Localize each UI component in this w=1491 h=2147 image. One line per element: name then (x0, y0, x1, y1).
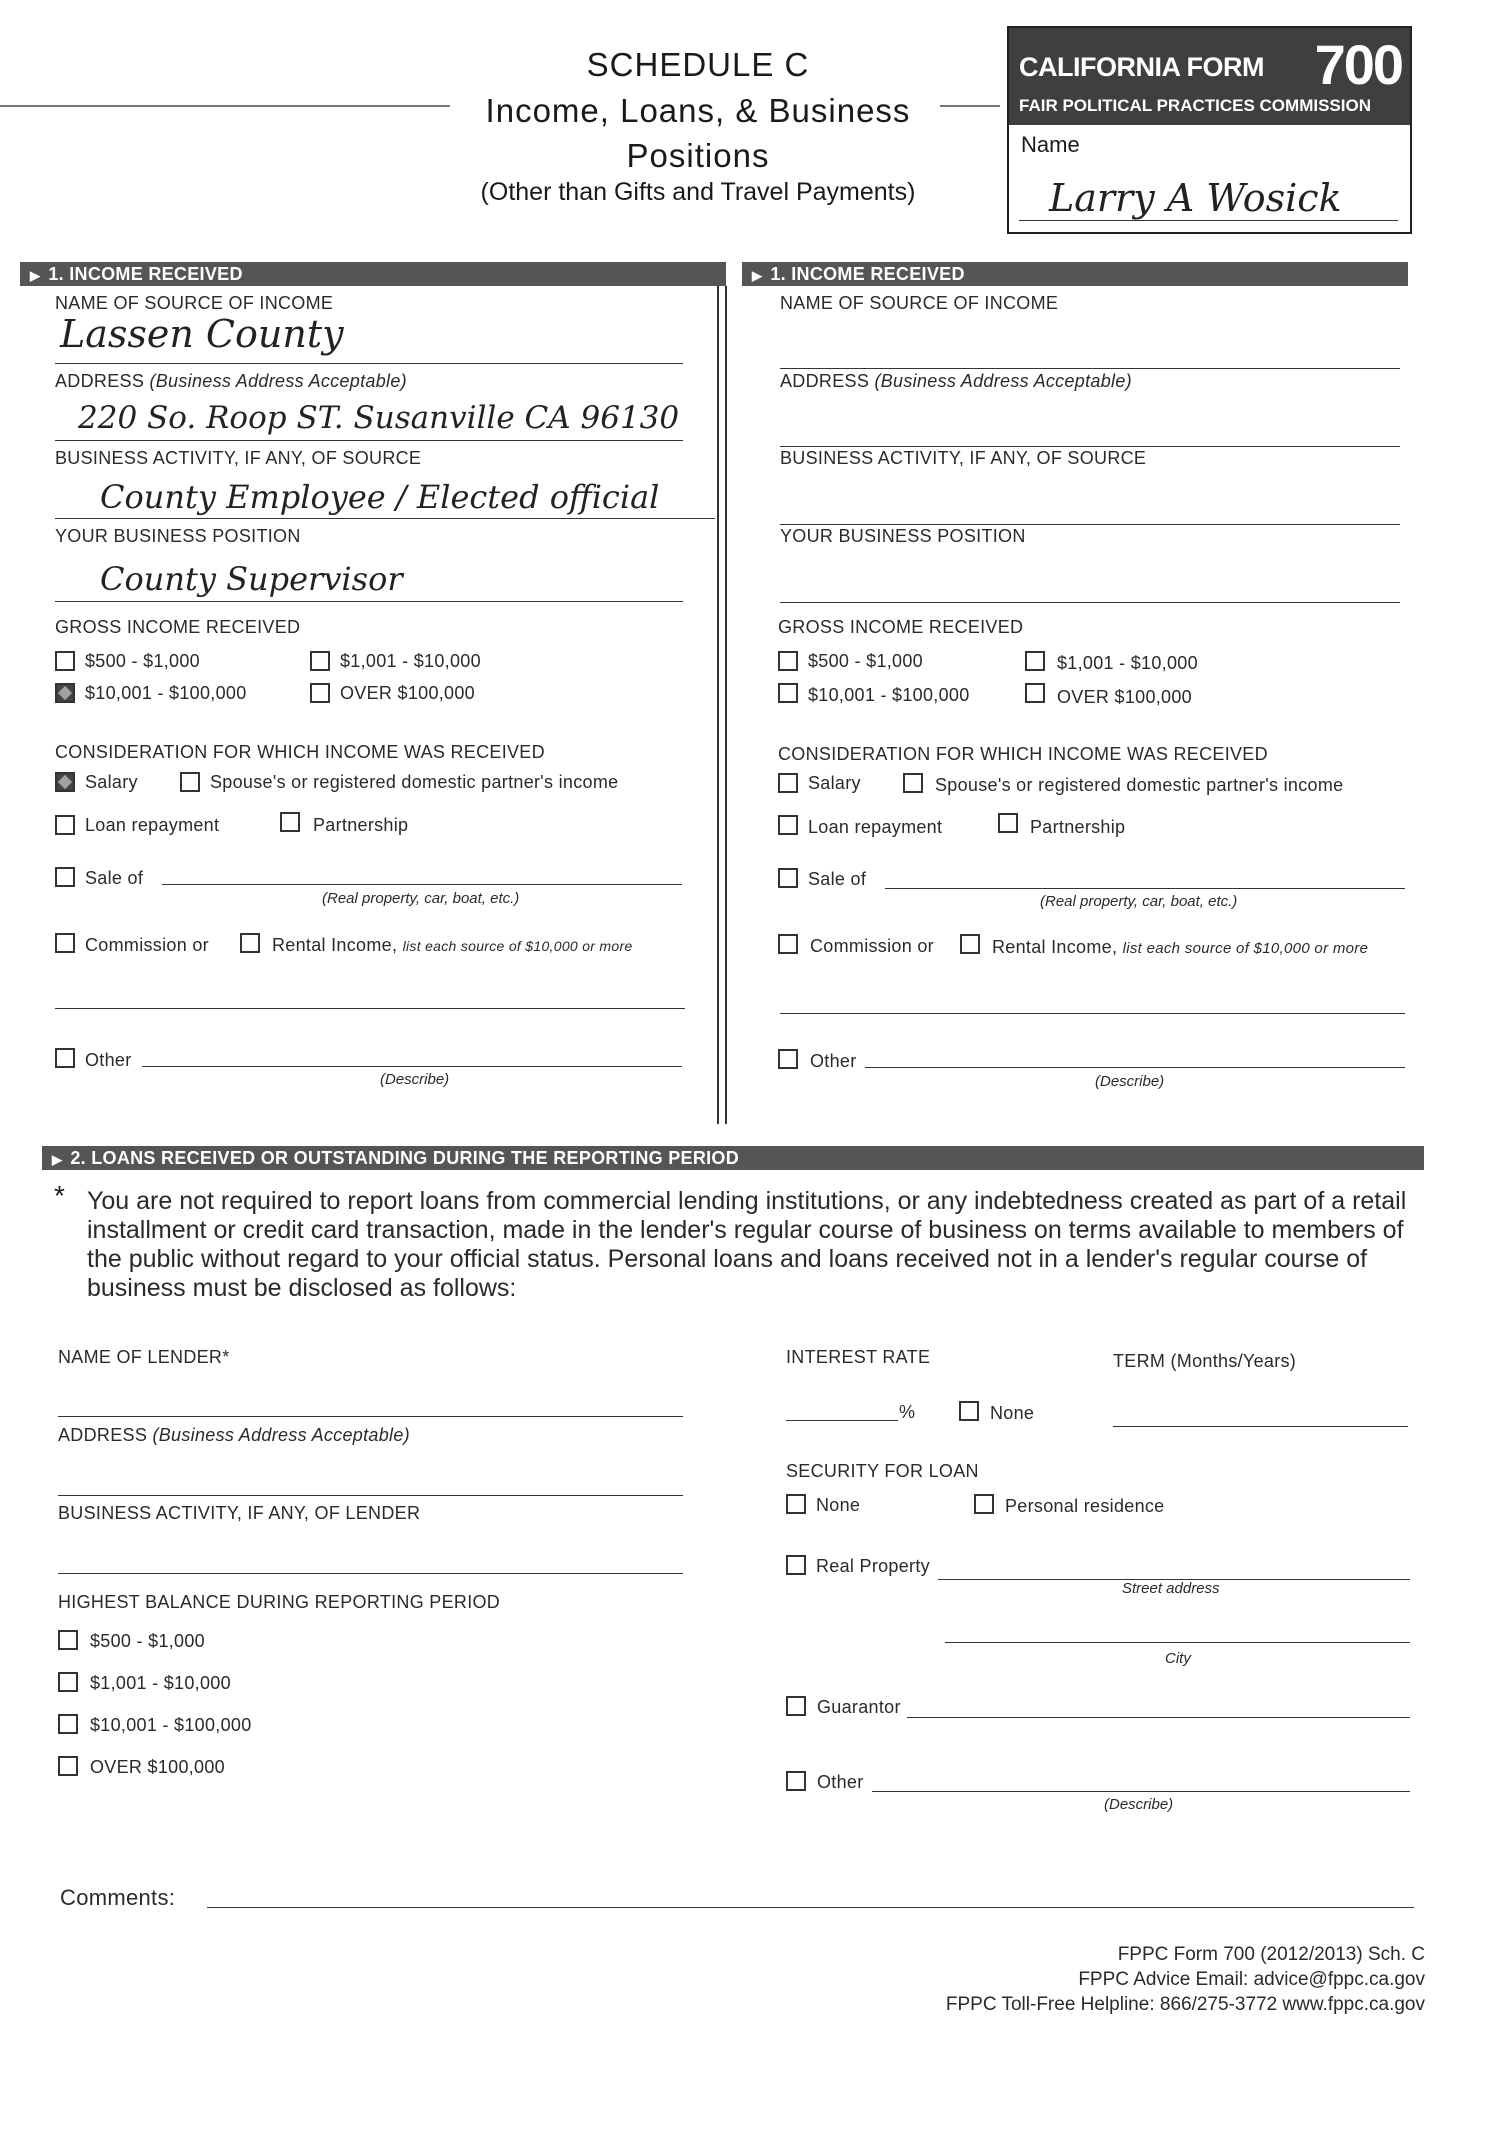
interest-rate-line (786, 1420, 898, 1421)
activity-line (55, 518, 715, 519)
rental-income-text: Rental Income, (272, 935, 398, 955)
guarantor-line (907, 1717, 1410, 1718)
rental-line (55, 1008, 685, 1009)
address-value[interactable]: 220 So. Roop ST. Susanville CA 96130 (78, 400, 680, 436)
gross-500-1000-checkbox[interactable] (55, 651, 75, 671)
rental-income-checkbox-right[interactable] (960, 934, 980, 954)
address-line (55, 440, 683, 441)
commission-checkbox[interactable] (55, 933, 75, 953)
partnership-label: Partnership (313, 815, 409, 835)
balance-500-1000-checkbox[interactable] (58, 1630, 78, 1650)
spouse-income-checkbox-right[interactable] (903, 773, 923, 793)
other-line (142, 1066, 682, 1067)
spouse-income-label-right: Spouse's or registered domestic partner's income (935, 775, 1344, 795)
salary-checkbox[interactable] (55, 772, 75, 792)
gross-10001-100000-label: $10,001 - $100,000 (85, 683, 247, 703)
other-line-right (865, 1067, 1405, 1068)
income-section-bar-right (742, 262, 1408, 286)
personal-residence-label: Personal residence (1005, 1496, 1165, 1516)
partnership-checkbox[interactable] (280, 812, 300, 832)
gross-1001-10000-checkbox-right[interactable] (1025, 651, 1045, 671)
loans-section-bar (42, 1146, 1424, 1170)
gross-500-1000-label-right: $500 - $1,000 (808, 651, 923, 671)
commission-checkbox-right[interactable] (778, 934, 798, 954)
gross-500-1000-checkbox-right[interactable] (778, 651, 798, 671)
spouse-income-label: Spouse's or registered domestic partner's income (210, 772, 619, 792)
gross-over-100000-checkbox-right[interactable] (1025, 683, 1045, 703)
income-section-bar-left (20, 262, 726, 286)
other-label-right: Other (810, 1051, 857, 1071)
lender-address-text: ADDRESS (58, 1425, 148, 1445)
footer-form-id: FPPC Form 700 (2012/2013) Sch. C (1117, 1944, 1425, 1965)
lender-address-label (58, 1425, 410, 1446)
other-describe: (Describe) (380, 1071, 450, 1088)
real-property-checkbox[interactable] (786, 1555, 806, 1575)
interest-none-label: None (990, 1403, 1035, 1423)
name-label: Name (1021, 132, 1080, 157)
triangle-icon: ▶ (30, 268, 41, 283)
other-checkbox[interactable] (55, 1048, 75, 1068)
name-value[interactable]: Larry A Wosick (1049, 176, 1342, 220)
source-label-right: NAME OF SOURCE OF INCOME (780, 293, 1059, 313)
balance-500-1000-label: $500 - $1,000 (90, 1631, 205, 1651)
gross-1001-10000-label: $1,001 - $10,000 (340, 651, 481, 671)
activity-value[interactable]: County Employee / Elected official (100, 478, 660, 516)
commission-label-right: Commission or (810, 936, 934, 956)
comments-label: Comments: (60, 1885, 176, 1910)
form-id-box (1007, 26, 1412, 234)
loans-notice: You are not required to report loans from commercial lending institutions, or any indebtedness created as part of a retail installment or credit card transaction, made in the lender's regular course of business on terms available to members of the public without regard to your official status. Personal loans and loans received not in a lender's regular course of business must be disclosed as follows: (87, 1187, 1407, 1302)
form-subtitle: (Other than Gifts and Travel Payments) (480, 178, 916, 206)
income-section-title-left: 1. INCOME RECEIVED (48, 264, 243, 284)
loan-repayment-checkbox-right[interactable] (778, 815, 798, 835)
real-property-label: Real Property (816, 1556, 930, 1576)
personal-residence-checkbox[interactable] (974, 1494, 994, 1514)
loan-other-checkbox[interactable] (786, 1771, 806, 1791)
balance-1001-10000-checkbox[interactable] (58, 1672, 78, 1692)
address-note-right: (Business Address Acceptable) (874, 371, 1132, 391)
interest-none-checkbox[interactable] (959, 1401, 979, 1421)
address-label-text: ADDRESS (55, 371, 145, 391)
lender-activity-label: BUSINESS ACTIVITY, IF ANY, OF LENDER (58, 1503, 421, 1523)
position-value[interactable]: County Supervisor (100, 560, 403, 598)
form-title-line2: Positions (626, 137, 770, 174)
triangle-icon: ▶ (52, 1152, 63, 1167)
form-id-band (1009, 28, 1410, 125)
position-label-right: YOUR BUSINESS POSITION (780, 526, 1026, 546)
rental-income-note: list each source of $10,000 or more (402, 938, 633, 954)
city-note: City (1165, 1650, 1191, 1667)
term-label: TERM (Months/Years) (1113, 1351, 1297, 1371)
interest-percent: % (899, 1402, 916, 1422)
comments-line (207, 1907, 1414, 1908)
balance-10001-100000-label: $10,001 - $100,000 (90, 1715, 252, 1735)
column-divider-left (717, 286, 719, 1124)
loan-repayment-label-right: Loan repayment (808, 817, 943, 837)
gross-over-100000-checkbox[interactable] (310, 683, 330, 703)
security-none-label: None (816, 1495, 861, 1515)
rental-line-right (780, 1013, 1405, 1014)
schedule-title: SCHEDULE C (586, 46, 810, 83)
loan-other-describe: (Describe) (1104, 1796, 1174, 1813)
rental-income-label (272, 935, 633, 956)
form-number: 700 (1314, 33, 1402, 96)
address-label-right (780, 371, 1132, 392)
notice-asterisk: * (54, 1180, 65, 1211)
sale-of-checkbox[interactable] (55, 867, 75, 887)
sale-of-label: Sale of (85, 868, 144, 888)
source-line-right (780, 368, 1400, 369)
spouse-income-checkbox[interactable] (180, 772, 200, 792)
header-rule-left (0, 105, 450, 107)
lender-activity-line (58, 1573, 683, 1574)
other-checkbox-right[interactable] (778, 1049, 798, 1069)
highest-balance-label: HIGHEST BALANCE DURING REPORTING PERIOD (58, 1592, 501, 1612)
lender-address-line (58, 1495, 683, 1496)
column-divider-right (725, 286, 727, 1124)
lender-label: NAME OF LENDER* (58, 1347, 230, 1367)
rental-income-note-right: list each source of $10,000 or more (1122, 940, 1369, 957)
loans-section-title: 2. LOANS RECEIVED OR OUTSTANDING DURING THE REPORTING PERIOD (70, 1148, 740, 1168)
lender-address-note: (Business Address Acceptable) (152, 1425, 410, 1445)
form-title-line1: Income, Loans, & Business (485, 92, 911, 129)
partnership-checkbox-right[interactable] (998, 813, 1018, 833)
loan-repayment-label: Loan repayment (85, 815, 220, 835)
other-label: Other (85, 1050, 132, 1070)
interest-rate-label: INTEREST RATE (786, 1347, 931, 1367)
balance-1001-10000-label: $1,001 - $10,000 (90, 1673, 231, 1693)
gross-10001-100000-checkbox-right[interactable] (778, 683, 798, 703)
sale-of-note-right: (Real property, car, boat, etc.) (1040, 893, 1238, 910)
term-line (1113, 1426, 1408, 1427)
loan-repayment-checkbox[interactable] (55, 815, 75, 835)
position-line (55, 601, 683, 602)
lender-line (58, 1416, 683, 1417)
salary-checkbox-right[interactable] (778, 773, 798, 793)
loan-other-line (872, 1791, 1410, 1792)
balance-10001-100000-checkbox[interactable] (58, 1714, 78, 1734)
consideration-label: CONSIDERATION FOR WHICH INCOME WAS RECEIVED (55, 742, 545, 762)
salary-label: Salary (85, 772, 138, 792)
gross-income-label: GROSS INCOME RECEIVED (55, 617, 301, 637)
security-none-checkbox[interactable] (786, 1494, 806, 1514)
sale-of-line-right (885, 888, 1405, 889)
gross-income-label-right: GROSS INCOME RECEIVED (778, 617, 1024, 637)
position-label: YOUR BUSINESS POSITION (55, 526, 301, 546)
sale-of-line (162, 884, 682, 885)
gross-1001-10000-label-right: $1,001 - $10,000 (1057, 653, 1198, 673)
salary-label-right: Salary (808, 773, 861, 793)
gross-over-100000-label-right: OVER $100,000 (1057, 687, 1192, 707)
name-line (1019, 220, 1398, 221)
gross-over-100000-label: OVER $100,000 (340, 683, 475, 703)
gross-10001-100000-checkbox[interactable] (55, 683, 75, 703)
rental-income-checkbox[interactable] (240, 933, 260, 953)
footer-advice-email: FPPC Advice Email: advice@fppc.ca.gov (1078, 1969, 1425, 1990)
partnership-label-right: Partnership (1030, 817, 1126, 837)
source-label: NAME OF SOURCE OF INCOME (55, 293, 334, 313)
footer-helpline: FPPC Toll-Free Helpline: 866/275-3772 www.fppc.ca.gov (945, 1994, 1425, 2015)
activity-line-right (780, 524, 1400, 525)
balance-over-100000-label: OVER $100,000 (90, 1757, 225, 1777)
source-line (55, 363, 683, 364)
guarantor-label: Guarantor (817, 1697, 901, 1717)
city-line (945, 1642, 1410, 1643)
rental-income-label-right (992, 937, 1368, 958)
gross-500-1000-label: $500 - $1,000 (85, 651, 200, 671)
balance-over-100000-checkbox[interactable] (58, 1756, 78, 1776)
triangle-icon: ▶ (752, 268, 763, 283)
source-value[interactable]: Lassen County (60, 312, 344, 356)
sale-of-label-right: Sale of (808, 869, 867, 889)
gross-10001-100000-label-right: $10,001 - $100,000 (808, 685, 970, 705)
gross-1001-10000-checkbox[interactable] (310, 651, 330, 671)
position-line-right (780, 602, 1400, 603)
sale-of-checkbox-right[interactable] (778, 868, 798, 888)
address-label (55, 371, 407, 392)
loan-other-label: Other (817, 1772, 864, 1792)
sale-of-note: (Real property, car, boat, etc.) (322, 890, 520, 907)
other-describe-right: (Describe) (1095, 1073, 1165, 1090)
consideration-label-right: CONSIDERATION FOR WHICH INCOME WAS RECEIVED (778, 744, 1268, 764)
agency-label: FAIR POLITICAL PRACTICES COMMISSION (1019, 96, 1371, 115)
guarantor-checkbox[interactable] (786, 1696, 806, 1716)
income-section-title-right: 1. INCOME RECEIVED (770, 264, 965, 284)
activity-label-right: BUSINESS ACTIVITY, IF ANY, OF SOURCE (780, 448, 1147, 468)
address-line-right (780, 446, 1400, 447)
commission-label: Commission or (85, 935, 209, 955)
address-label-text-right: ADDRESS (780, 371, 870, 391)
street-address-note: Street address (1122, 1580, 1220, 1597)
form-label: CALIFORNIA FORM (1019, 52, 1264, 82)
activity-label: BUSINESS ACTIVITY, IF ANY, OF SOURCE (55, 448, 422, 468)
security-label: SECURITY FOR LOAN (786, 1461, 979, 1481)
rental-income-text-right: Rental Income, (992, 937, 1118, 957)
address-note: (Business Address Acceptable) (149, 371, 407, 391)
